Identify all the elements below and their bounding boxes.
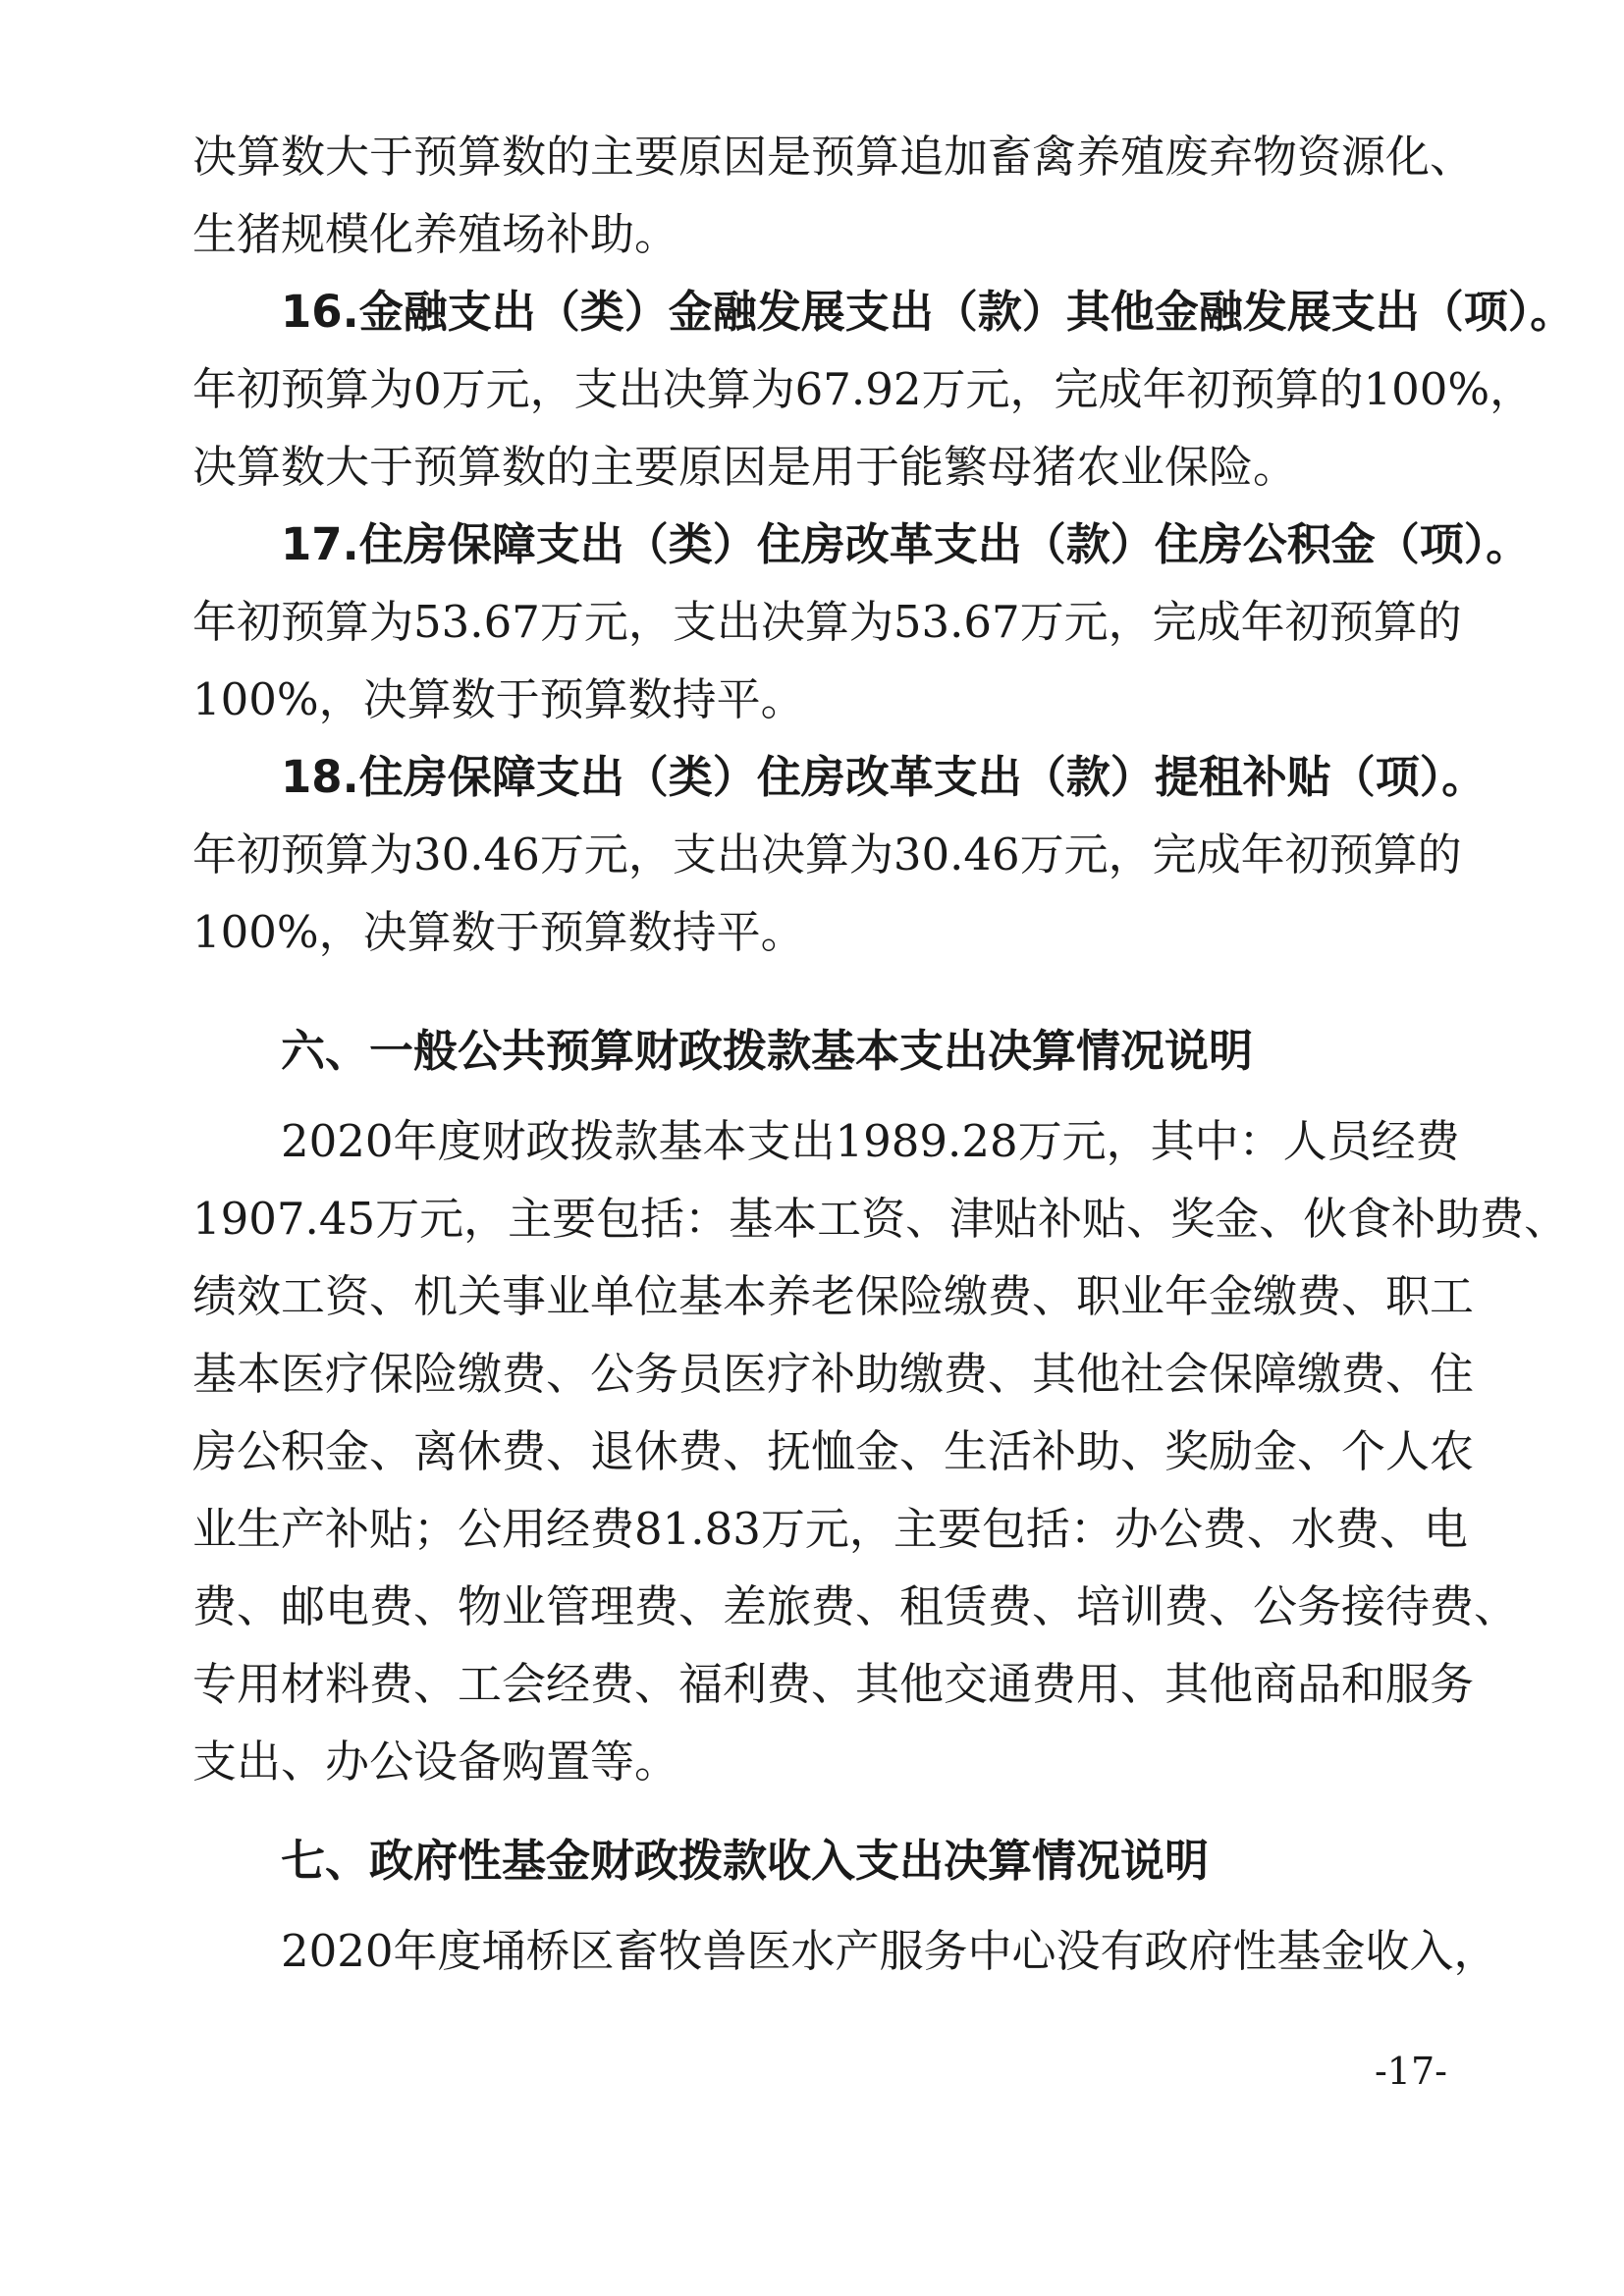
body-text-line: 绩效工资、机关事业单位基本养老保险缴费、职业年金缴费、职工 xyxy=(192,1270,1475,1322)
section-heading-7: 七、政府性基金财政拨款收入支出决算情况说明 xyxy=(281,1835,1210,1887)
body-text-line: 支出、办公设备购置等。 xyxy=(192,1735,679,1788)
body-text-line: 100%，决算数于预算数持平。 xyxy=(192,673,805,725)
section-heading-18: 18.住房保障支出（类）住房改革支出（款）提租补贴（项）。 xyxy=(281,751,1487,803)
body-text-line: 100%，决算数于预算数持平。 xyxy=(192,906,805,958)
body-text-line: 年初预算为53.67万元，支出决算为53.67万元，完成年初预算的 xyxy=(192,596,1462,648)
body-text-line: 生猪规模化养殖场补助。 xyxy=(192,208,679,260)
body-text-line: 决算数大于预算数的主要原因是预算追加畜禽养殖废弃物资源化、 xyxy=(192,131,1475,183)
body-text-line: 业生产补贴；公用经费81.83万元，主要包括：办公费、水费、电 xyxy=(192,1503,1468,1555)
body-text-line: 2020年度财政拨款基本支出1989.28万元，其中：人员经费 xyxy=(281,1115,1460,1167)
body-text-line: 费、邮电费、物业管理费、差旅费、租赁费、培训费、公务接待费、 xyxy=(192,1580,1519,1632)
body-text-line: 基本医疗保险缴费、公务员医疗补助缴费、其他社会保障缴费、住 xyxy=(192,1348,1475,1400)
page-number: -17- xyxy=(1374,2050,1447,2093)
body-text-line: 1907.45万元，主要包括：基本工资、津贴补贴、奖金、伙食补助费、 xyxy=(192,1193,1569,1245)
body-text-line: 年初预算为0万元，支出决算为67.92万元，完成年初预算的100%， xyxy=(192,363,1535,415)
body-text-line: 房公积金、离休费、退休费、抚恤金、生活补助、奖励金、个人农 xyxy=(192,1425,1475,1477)
section-heading-17: 17.住房保障支出（类）住房改革支出（款）住房公积金（项）。 xyxy=(281,518,1531,570)
body-text-line: 年初预算为30.46万元，支出决算为30.46万元，完成年初预算的 xyxy=(192,828,1462,881)
body-text-line: 2020年度埇桥区畜牧兽医水产服务中心没有政府性基金收入， xyxy=(281,1925,1498,1977)
body-text-line: 专用材料费、工会经费、福利费、其他交通费用、其他商品和服务 xyxy=(192,1658,1475,1710)
body-text-line: 决算数大于预算数的主要原因是用于能繁母猪农业保险。 xyxy=(192,441,1298,493)
section-heading-6: 六、一般公共预算财政拨款基本支出决算情况说明 xyxy=(281,1025,1254,1077)
section-heading-16: 16.金融支出（类）金融发展支出（款）其他金融发展支出（项）。 xyxy=(281,286,1575,338)
